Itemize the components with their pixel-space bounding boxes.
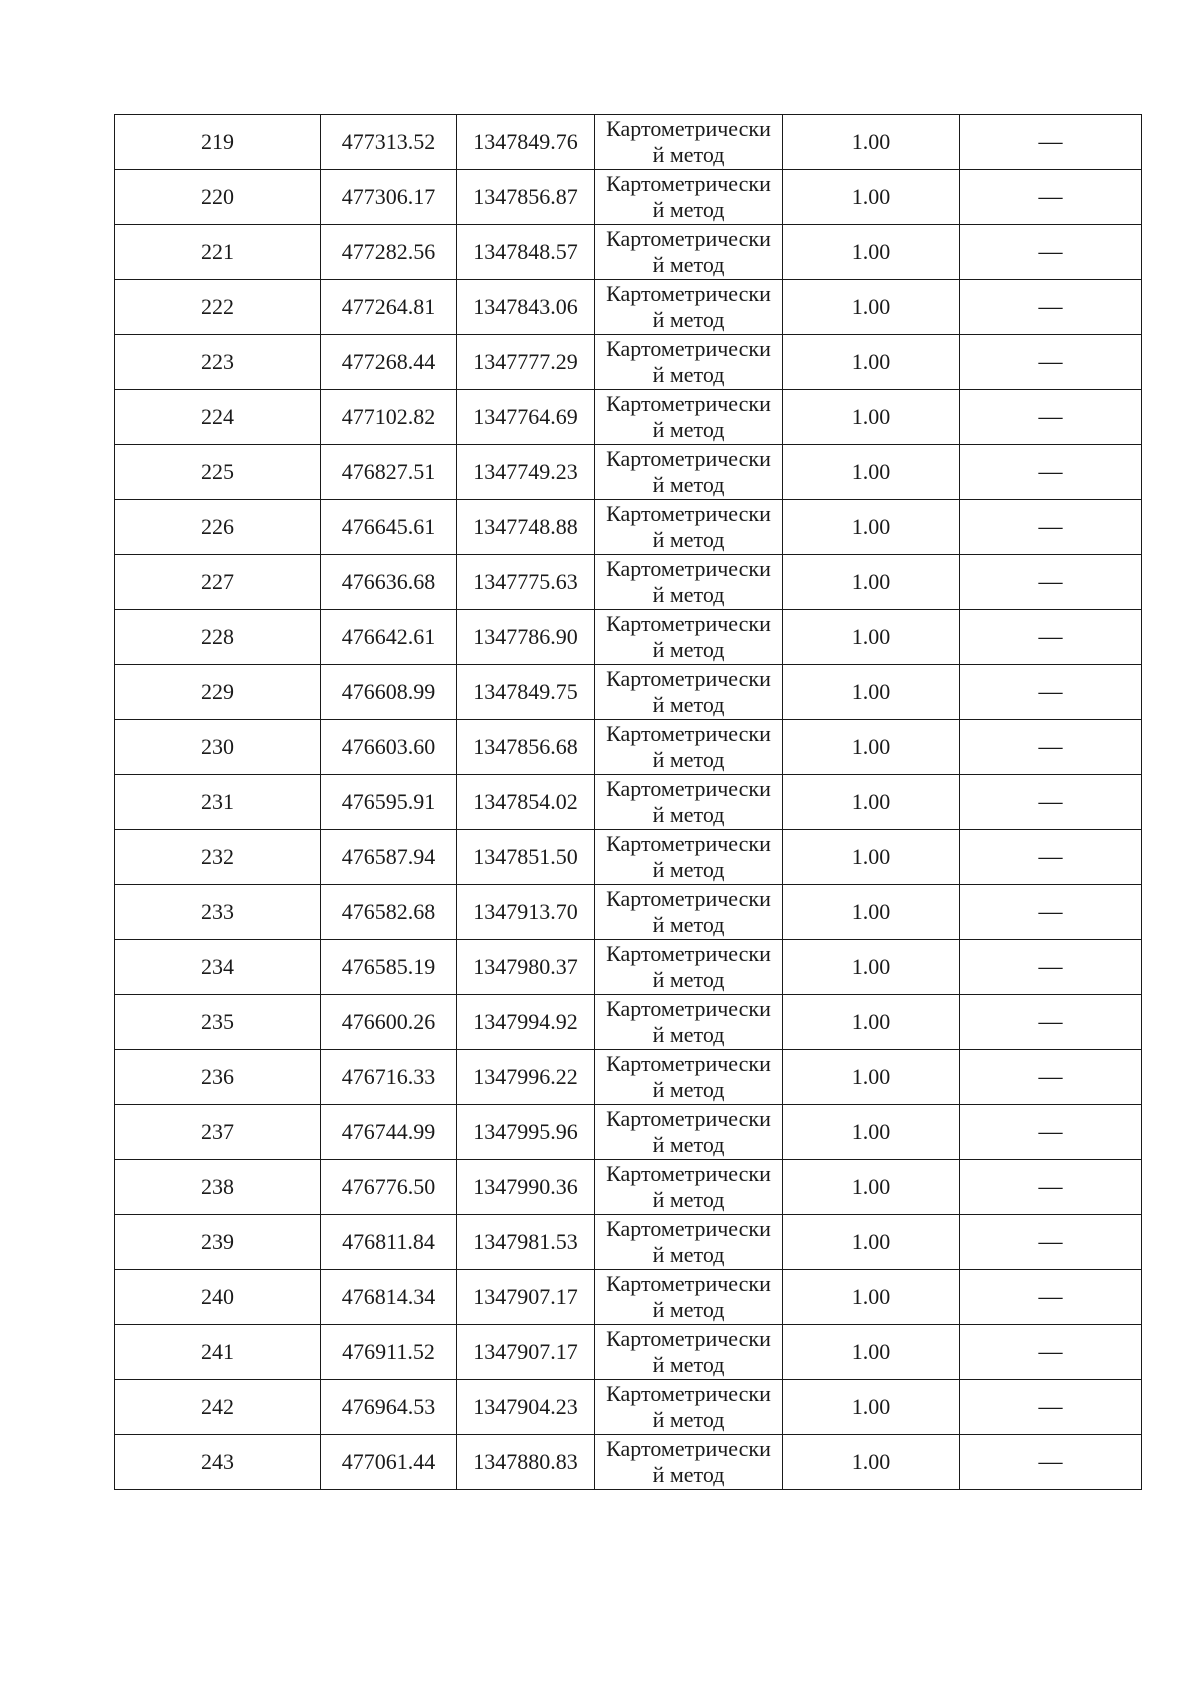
method-line-2: й метод — [652, 1022, 725, 1047]
method-line-2: й метод — [652, 142, 725, 167]
method-cell — [595, 720, 783, 775]
point-number-cell: 232 — [115, 830, 321, 885]
note-cell: — — [960, 1105, 1142, 1160]
y-coordinate-cell: 1347843.06 — [457, 280, 595, 335]
accuracy-cell: 1.00 — [783, 830, 960, 885]
method-line-1: Картометрически — [606, 1161, 771, 1186]
y-coordinate-cell: 1347880.83 — [457, 1435, 595, 1490]
method-cell — [595, 115, 783, 170]
note-cell: — — [960, 995, 1142, 1050]
table-row — [115, 335, 1142, 390]
x-coordinate-cell: 477264.81 — [321, 280, 457, 335]
point-number-cell: 227 — [115, 555, 321, 610]
method-line-1: Картометрически — [606, 831, 771, 856]
method-line-2: й метод — [652, 637, 725, 662]
table-row — [115, 390, 1142, 445]
method-line-2: й метод — [652, 1352, 725, 1377]
y-coordinate-cell: 1347748.88 — [457, 500, 595, 555]
note-cell: — — [960, 390, 1142, 445]
note-cell: — — [960, 225, 1142, 280]
point-number-cell: 238 — [115, 1160, 321, 1215]
method-line-2: й метод — [652, 1187, 725, 1212]
accuracy-cell: 1.00 — [783, 1160, 960, 1215]
coordinates-table-body — [115, 115, 1142, 1490]
table-row — [115, 1380, 1142, 1435]
note-cell: — — [960, 775, 1142, 830]
method-line-1: Картометрически — [606, 281, 771, 306]
y-coordinate-cell: 1347775.63 — [457, 555, 595, 610]
method-line-1: Картометрически — [606, 776, 771, 801]
x-coordinate-cell: 476587.94 — [321, 830, 457, 885]
x-coordinate-cell: 477313.52 — [321, 115, 457, 170]
method-cell — [595, 280, 783, 335]
accuracy-cell: 1.00 — [783, 885, 960, 940]
y-coordinate-cell: 1347854.02 — [457, 775, 595, 830]
y-coordinate-cell: 1347851.50 — [457, 830, 595, 885]
y-coordinate-cell: 1347904.23 — [457, 1380, 595, 1435]
point-number-cell: 229 — [115, 665, 321, 720]
table-row — [115, 225, 1142, 280]
note-cell: — — [960, 1160, 1142, 1215]
x-coordinate-cell: 476811.84 — [321, 1215, 457, 1270]
table-row — [115, 500, 1142, 555]
table-row — [115, 830, 1142, 885]
accuracy-cell: 1.00 — [783, 555, 960, 610]
point-number-cell: 230 — [115, 720, 321, 775]
method-cell — [595, 225, 783, 280]
note-cell: — — [960, 1270, 1142, 1325]
point-number-cell: 242 — [115, 1380, 321, 1435]
method-cell — [595, 610, 783, 665]
note-cell: — — [960, 1215, 1142, 1270]
method-cell — [595, 1105, 783, 1160]
method-cell — [595, 335, 783, 390]
method-line-2: й метод — [652, 1242, 725, 1267]
method-cell — [595, 555, 783, 610]
point-number-cell: 236 — [115, 1050, 321, 1105]
y-coordinate-cell: 1347764.69 — [457, 390, 595, 445]
y-coordinate-cell: 1347749.23 — [457, 445, 595, 500]
y-coordinate-cell: 1347849.75 — [457, 665, 595, 720]
point-number-cell: 228 — [115, 610, 321, 665]
accuracy-cell: 1.00 — [783, 720, 960, 775]
method-line-1: Картометрически — [606, 1271, 771, 1296]
note-cell: — — [960, 1380, 1142, 1435]
method-cell — [595, 1380, 783, 1435]
method-cell — [595, 445, 783, 500]
method-cell — [595, 1160, 783, 1215]
accuracy-cell: 1.00 — [783, 995, 960, 1050]
method-cell — [595, 665, 783, 720]
method-line-1: Картометрически — [606, 1381, 771, 1406]
accuracy-cell: 1.00 — [783, 1270, 960, 1325]
method-cell — [595, 940, 783, 995]
method-line-1: Картометрически — [606, 336, 771, 361]
method-cell — [595, 885, 783, 940]
accuracy-cell: 1.00 — [783, 445, 960, 500]
accuracy-cell: 1.00 — [783, 1105, 960, 1160]
method-cell — [595, 995, 783, 1050]
method-line-2: й метод — [652, 1077, 725, 1102]
method-cell — [595, 1050, 783, 1105]
y-coordinate-cell: 1347990.36 — [457, 1160, 595, 1215]
method-line-1: Картометрически — [606, 721, 771, 746]
table-row — [115, 1270, 1142, 1325]
y-coordinate-cell: 1347995.96 — [457, 1105, 595, 1160]
note-cell: — — [960, 720, 1142, 775]
point-number-cell: 219 — [115, 115, 321, 170]
point-number-cell: 241 — [115, 1325, 321, 1380]
table-row — [115, 885, 1142, 940]
method-line-2: й метод — [652, 1132, 725, 1157]
x-coordinate-cell: 476827.51 — [321, 445, 457, 500]
method-line-1: Картометрически — [606, 666, 771, 691]
method-line-2: й метод — [652, 527, 725, 552]
x-coordinate-cell: 476911.52 — [321, 1325, 457, 1380]
note-cell: — — [960, 445, 1142, 500]
note-cell: — — [960, 610, 1142, 665]
note-cell: — — [960, 1050, 1142, 1105]
table-row — [115, 555, 1142, 610]
method-line-2: й метод — [652, 362, 725, 387]
y-coordinate-cell: 1347981.53 — [457, 1215, 595, 1270]
accuracy-cell: 1.00 — [783, 280, 960, 335]
y-coordinate-cell: 1347994.92 — [457, 995, 595, 1050]
method-line-2: й метод — [652, 417, 725, 442]
method-line-2: й метод — [652, 802, 725, 827]
method-cell — [595, 500, 783, 555]
x-coordinate-cell: 476814.34 — [321, 1270, 457, 1325]
x-coordinate-cell: 476636.68 — [321, 555, 457, 610]
note-cell: — — [960, 115, 1142, 170]
note-cell: — — [960, 335, 1142, 390]
accuracy-cell: 1.00 — [783, 1380, 960, 1435]
method-cell — [595, 1215, 783, 1270]
note-cell: — — [960, 280, 1142, 335]
method-line-2: й метод — [652, 1462, 725, 1487]
point-number-cell: 223 — [115, 335, 321, 390]
y-coordinate-cell: 1347849.76 — [457, 115, 595, 170]
method-line-1: Картометрически — [606, 1326, 771, 1351]
table-row — [115, 280, 1142, 335]
method-line-1: Картометрически — [606, 1436, 771, 1461]
accuracy-cell: 1.00 — [783, 335, 960, 390]
note-cell: — — [960, 170, 1142, 225]
method-line-1: Картометрически — [606, 171, 771, 196]
point-number-cell: 243 — [115, 1435, 321, 1490]
table-row — [115, 445, 1142, 500]
point-number-cell: 231 — [115, 775, 321, 830]
x-coordinate-cell: 476776.50 — [321, 1160, 457, 1215]
accuracy-cell: 1.00 — [783, 1435, 960, 1490]
note-cell: — — [960, 555, 1142, 610]
table-row — [115, 1435, 1142, 1490]
x-coordinate-cell: 477306.17 — [321, 170, 457, 225]
y-coordinate-cell: 1347907.17 — [457, 1270, 595, 1325]
point-number-cell: 225 — [115, 445, 321, 500]
table-row — [115, 775, 1142, 830]
method-line-1: Картометрически — [606, 226, 771, 251]
x-coordinate-cell: 477282.56 — [321, 225, 457, 280]
y-coordinate-cell: 1347856.68 — [457, 720, 595, 775]
point-number-cell: 221 — [115, 225, 321, 280]
method-line-1: Картометрически — [606, 611, 771, 636]
table-row — [115, 1160, 1142, 1215]
x-coordinate-cell: 476964.53 — [321, 1380, 457, 1435]
method-cell — [595, 775, 783, 830]
method-line-1: Картометрически — [606, 941, 771, 966]
table-row — [115, 1215, 1142, 1270]
point-number-cell: 235 — [115, 995, 321, 1050]
method-line-2: й метод — [652, 857, 725, 882]
table-row — [115, 170, 1142, 225]
point-number-cell: 240 — [115, 1270, 321, 1325]
table-row — [115, 665, 1142, 720]
method-line-1: Картометрически — [606, 886, 771, 911]
point-number-cell: 224 — [115, 390, 321, 445]
method-line-1: Картометрически — [606, 996, 771, 1021]
y-coordinate-cell: 1347777.29 — [457, 335, 595, 390]
table-row — [115, 995, 1142, 1050]
note-cell: — — [960, 500, 1142, 555]
note-cell: — — [960, 940, 1142, 995]
note-cell: — — [960, 830, 1142, 885]
method-line-2: й метод — [652, 1407, 725, 1432]
x-coordinate-cell: 476744.99 — [321, 1105, 457, 1160]
x-coordinate-cell: 476608.99 — [321, 665, 457, 720]
note-cell: — — [960, 665, 1142, 720]
method-line-2: й метод — [652, 582, 725, 607]
note-cell: — — [960, 885, 1142, 940]
method-line-1: Картометрически — [606, 446, 771, 471]
x-coordinate-cell: 477268.44 — [321, 335, 457, 390]
table-row — [115, 1105, 1142, 1160]
accuracy-cell: 1.00 — [783, 1325, 960, 1380]
accuracy-cell: 1.00 — [783, 610, 960, 665]
point-number-cell: 234 — [115, 940, 321, 995]
method-line-1: Картометрически — [606, 1051, 771, 1076]
table-row — [115, 1325, 1142, 1380]
table-row — [115, 1050, 1142, 1105]
note-cell: — — [960, 1325, 1142, 1380]
method-line-1: Картометрически — [606, 116, 771, 141]
accuracy-cell: 1.00 — [783, 170, 960, 225]
method-line-2: й метод — [652, 252, 725, 277]
x-coordinate-cell: 476585.19 — [321, 940, 457, 995]
method-line-1: Картометрически — [606, 501, 771, 526]
accuracy-cell: 1.00 — [783, 390, 960, 445]
accuracy-cell: 1.00 — [783, 665, 960, 720]
method-line-2: й метод — [652, 307, 725, 332]
x-coordinate-cell: 477102.82 — [321, 390, 457, 445]
y-coordinate-cell: 1347856.87 — [457, 170, 595, 225]
x-coordinate-cell: 476642.61 — [321, 610, 457, 665]
x-coordinate-cell: 476600.26 — [321, 995, 457, 1050]
accuracy-cell: 1.00 — [783, 500, 960, 555]
method-cell — [595, 390, 783, 445]
method-line-2: й метод — [652, 1297, 725, 1322]
accuracy-cell: 1.00 — [783, 1050, 960, 1105]
accuracy-cell: 1.00 — [783, 225, 960, 280]
point-number-cell: 222 — [115, 280, 321, 335]
method-line-2: й метод — [652, 967, 725, 992]
y-coordinate-cell: 1347786.90 — [457, 610, 595, 665]
method-line-2: й метод — [652, 747, 725, 772]
accuracy-cell: 1.00 — [783, 1215, 960, 1270]
x-coordinate-cell: 477061.44 — [321, 1435, 457, 1490]
method-cell — [595, 170, 783, 225]
table-row — [115, 720, 1142, 775]
point-number-cell: 233 — [115, 885, 321, 940]
accuracy-cell: 1.00 — [783, 940, 960, 995]
method-line-1: Картометрически — [606, 556, 771, 581]
method-line-2: й метод — [652, 692, 725, 717]
method-line-1: Картометрически — [606, 391, 771, 416]
y-coordinate-cell: 1347907.17 — [457, 1325, 595, 1380]
point-number-cell: 220 — [115, 170, 321, 225]
method-line-2: й метод — [652, 472, 725, 497]
x-coordinate-cell: 476645.61 — [321, 500, 457, 555]
y-coordinate-cell: 1347848.57 — [457, 225, 595, 280]
table-row — [115, 610, 1142, 665]
y-coordinate-cell: 1347996.22 — [457, 1050, 595, 1105]
method-line-2: й метод — [652, 197, 725, 222]
x-coordinate-cell: 476595.91 — [321, 775, 457, 830]
table-row — [115, 940, 1142, 995]
x-coordinate-cell: 476603.60 — [321, 720, 457, 775]
method-line-1: Картометрически — [606, 1106, 771, 1131]
method-cell — [595, 830, 783, 885]
method-cell — [595, 1270, 783, 1325]
accuracy-cell: 1.00 — [783, 115, 960, 170]
accuracy-cell: 1.00 — [783, 775, 960, 830]
method-cell — [595, 1435, 783, 1490]
y-coordinate-cell: 1347913.70 — [457, 885, 595, 940]
x-coordinate-cell: 476582.68 — [321, 885, 457, 940]
coordinates-table — [114, 114, 1142, 1490]
table-row — [115, 115, 1142, 170]
point-number-cell: 239 — [115, 1215, 321, 1270]
point-number-cell: 226 — [115, 500, 321, 555]
method-line-1: Картометрически — [606, 1216, 771, 1241]
note-cell: — — [960, 1435, 1142, 1490]
point-number-cell: 237 — [115, 1105, 321, 1160]
y-coordinate-cell: 1347980.37 — [457, 940, 595, 995]
x-coordinate-cell: 476716.33 — [321, 1050, 457, 1105]
method-cell — [595, 1325, 783, 1380]
method-line-2: й метод — [652, 912, 725, 937]
